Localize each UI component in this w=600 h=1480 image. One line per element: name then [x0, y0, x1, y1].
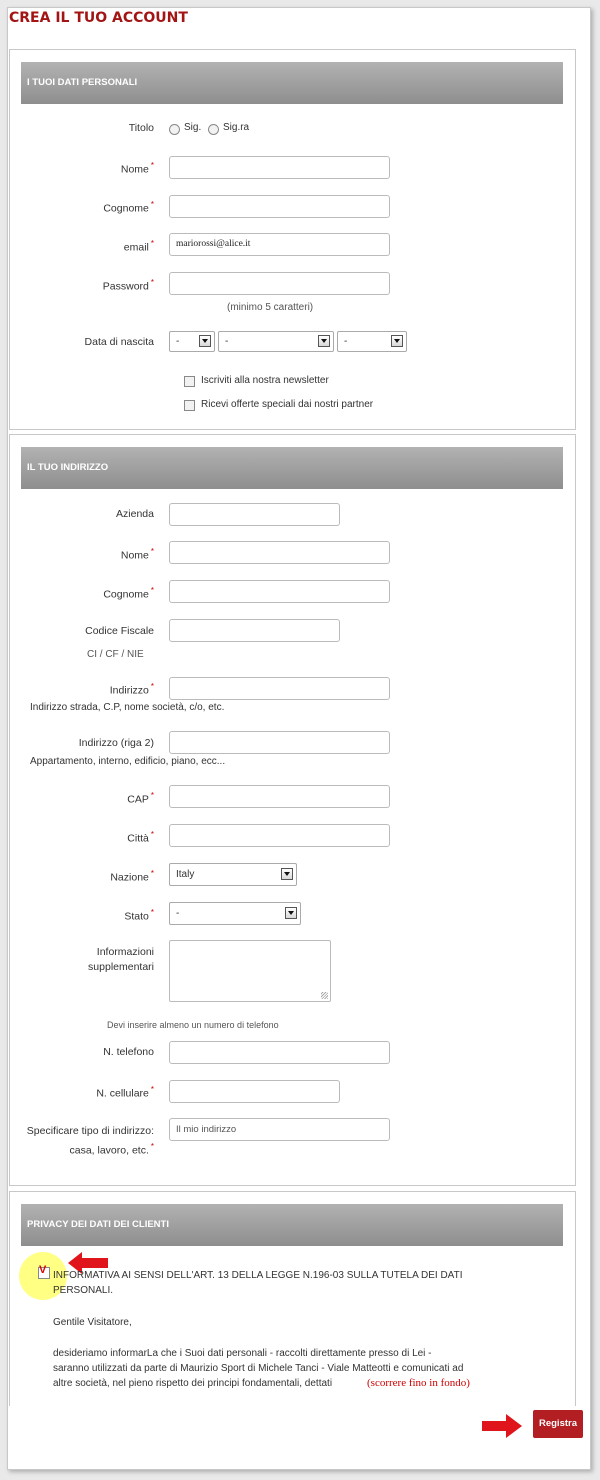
state-value: - — [176, 908, 180, 919]
birth-month-select[interactable] — [218, 331, 334, 352]
newsletter-checkbox[interactable] — [184, 376, 195, 387]
last-name-input[interactable] — [169, 195, 390, 218]
city-label-text: Città — [127, 832, 149, 845]
last-name-label-text: Cognome — [103, 202, 149, 215]
company-input[interactable] — [169, 503, 340, 526]
additional-info-textarea[interactable] — [169, 940, 331, 1002]
birth-month-value: - — [225, 336, 229, 347]
privacy-title-line2: PERSONALI. — [53, 1285, 114, 1296]
first-name-label — [60, 161, 154, 176]
additional-info-label — [60, 945, 154, 975]
title-option-sigra: Sig.ra — [223, 122, 250, 133]
zip-label-text: CAP — [127, 793, 149, 806]
mobile-input[interactable] — [169, 1080, 340, 1103]
newsletter-label: Iscriviti alla nostra newsletter — [201, 375, 329, 386]
alias-placeholder: Il mio indirizzo — [176, 1124, 237, 1135]
required-marker: * — [150, 200, 154, 209]
scroll-note: (scorrere fino in fondo) — [367, 1377, 470, 1389]
fiscal-code-input[interactable] — [169, 619, 340, 642]
email-input[interactable] — [169, 233, 390, 256]
first-name-label-text: Nome — [120, 163, 149, 176]
resize-handle-icon[interactable] — [321, 992, 328, 999]
state-label — [60, 908, 154, 923]
fiscal-code-hint: CI / CF / NIE — [87, 649, 144, 660]
country-value: Italy — [176, 869, 195, 880]
privacy-title-line1: INFORMATIVA AI SENSI DELL'ART. 13 DELLA LEGGE N.196-03 SULLA TUTELA DEI DATI — [53, 1270, 463, 1281]
privacy-check-mark: V — [39, 1264, 47, 1276]
privacy-greeting: Gentile Visitatore, — [53, 1317, 132, 1328]
email-label-text: email — [123, 241, 149, 254]
title-option-sig: Sig. — [184, 122, 202, 133]
alias-label — [20, 1124, 154, 1159]
privacy-body-line2: saranno utilizzati da parte di Maurizio Sport di Michele Tanci - Viale Matteotti e comunicati ad — [53, 1363, 464, 1374]
required-marker: * — [150, 791, 154, 800]
required-marker: * — [150, 682, 154, 691]
country-label-text: Nazione — [110, 871, 149, 884]
zip-label — [60, 791, 154, 806]
address-heading: IL TUO INDIRIZZO — [21, 447, 563, 489]
arrow-right-icon — [482, 1414, 522, 1438]
password-input[interactable] — [169, 272, 390, 295]
phone-label: N. telefono — [103, 1046, 154, 1058]
mobile-label-text: N. cellulare — [96, 1087, 149, 1100]
birth-year-value: - — [344, 336, 348, 347]
required-marker: * — [150, 547, 154, 556]
state-label-text: Stato — [124, 910, 149, 923]
company-label: Azienda — [116, 508, 154, 520]
required-marker: * — [150, 1142, 154, 1151]
address2-label: Indirizzo (riga 2) — [78, 737, 154, 749]
country-label — [60, 869, 154, 884]
phone-notice: Devi inserire almeno un numero di telefono — [107, 1020, 279, 1030]
alias-input[interactable] — [169, 1118, 390, 1141]
birth-day-select[interactable] — [169, 331, 215, 352]
chevron-down-icon — [285, 907, 297, 919]
register-button[interactable]: Registra — [533, 1410, 583, 1438]
password-label — [60, 278, 154, 293]
birth-year-select[interactable] — [337, 331, 407, 352]
password-hint: (minimo 5 caratteri) — [227, 302, 314, 313]
address-first-name-input[interactable] — [169, 541, 390, 564]
chevron-down-icon — [199, 335, 211, 347]
address-last-name-input[interactable] — [169, 580, 390, 603]
birth-day-value: - — [176, 336, 180, 347]
offers-label: Ricevi offerte speciali dai nostri partner — [201, 399, 374, 410]
chevron-down-icon — [281, 868, 293, 880]
address-hint: Indirizzo strada, C.P, nome società, c/o, etc. — [30, 702, 225, 713]
privacy-body-line1: desideriamo informarLa che i Suoi dati personali - raccolti direttamente presso di Lei - — [53, 1348, 432, 1359]
required-marker: * — [150, 278, 154, 287]
personal-data-heading: I TUOI DATI PERSONALI — [21, 62, 563, 104]
state-select[interactable] — [169, 902, 301, 925]
city-input[interactable] — [169, 824, 390, 847]
alias-label-line2: casa, lavoro, etc. — [69, 1144, 149, 1157]
privacy-title — [53, 1268, 493, 1298]
title-radio-sig[interactable] — [169, 124, 180, 135]
birthdate-label: Data di nascita — [84, 336, 154, 348]
address2-hint: Appartamento, interno, edificio, piano, ecc... — [30, 756, 226, 767]
address-input[interactable] — [169, 677, 390, 700]
chevron-down-icon — [391, 335, 403, 347]
required-marker: * — [150, 239, 154, 248]
address-label — [60, 682, 154, 697]
address2-input[interactable] — [169, 731, 390, 754]
email-label — [60, 239, 154, 254]
page-title: CREA IL TUO ACCOUNT — [9, 10, 188, 26]
title-label: Titolo — [128, 122, 154, 134]
privacy-body-line3: altre società, nel pieno rispetto dei principi fondamentali, dettati — [53, 1378, 333, 1389]
required-marker: * — [150, 830, 154, 839]
last-name-label — [60, 200, 154, 215]
title-radio-sigra[interactable] — [208, 124, 219, 135]
mobile-label — [60, 1085, 154, 1100]
alias-label-line1: Specificare tipo di indirizzo: — [26, 1125, 154, 1137]
address-first-name-label — [60, 547, 154, 562]
address-label-text: Indirizzo — [109, 684, 149, 697]
chevron-down-icon — [318, 335, 330, 347]
country-select[interactable] — [169, 863, 297, 886]
city-label — [60, 830, 154, 845]
password-label-text: Password — [102, 280, 149, 293]
email-value: mariorossi@alice.it — [176, 239, 251, 249]
phone-input[interactable] — [169, 1041, 390, 1064]
required-marker: * — [150, 586, 154, 595]
additional-info-label-line2: supplementari — [88, 961, 154, 973]
offers-checkbox[interactable] — [184, 400, 195, 411]
required-marker: * — [150, 908, 154, 917]
required-marker: * — [150, 1085, 154, 1094]
address-first-name-label-text: Nome — [120, 549, 149, 562]
first-name-input[interactable] — [169, 156, 390, 179]
privacy-heading: PRIVACY DEI DATI DEI CLIENTI — [21, 1204, 563, 1246]
fiscal-code-label: Codice Fiscale — [85, 625, 154, 637]
address-last-name-label — [60, 586, 154, 601]
additional-info-label-line1: Informazioni — [96, 946, 154, 958]
required-marker: * — [150, 869, 154, 878]
zip-input[interactable] — [169, 785, 390, 808]
address-last-name-label-text: Cognome — [103, 588, 149, 601]
required-marker: * — [150, 161, 154, 170]
